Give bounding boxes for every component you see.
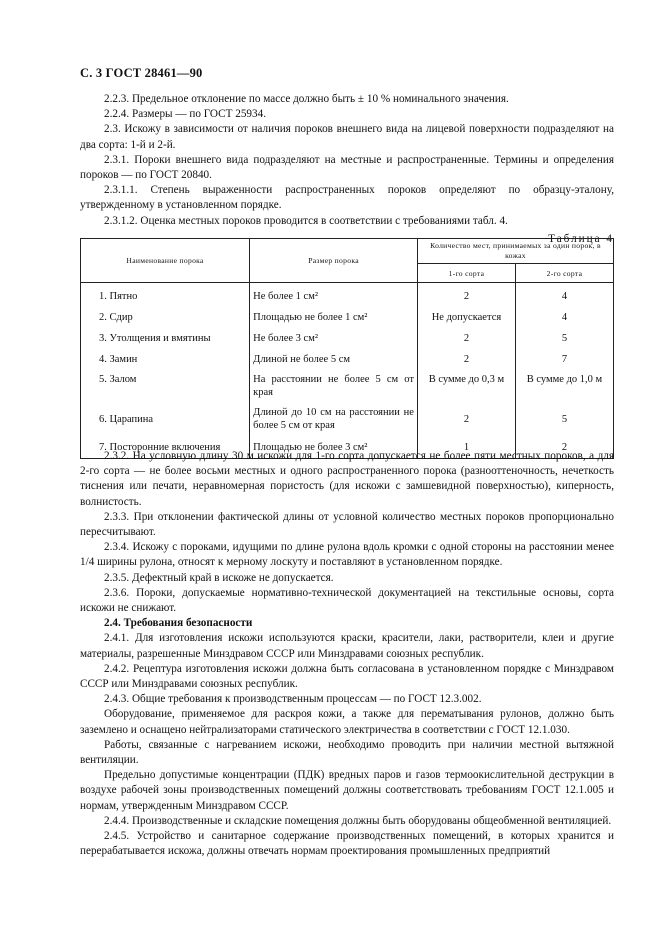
defect-size: На расстоянии не более 5 см от края (250, 368, 418, 401)
table-row (81, 401, 614, 434)
defect-size: Не более 3 см² (250, 326, 418, 347)
section-heading-2-4: 2.4. Требования безопасности (104, 617, 253, 630)
header-defect-name: Наименование порока (81, 239, 250, 283)
grade-2-count: 5 (515, 326, 613, 347)
paragraph-2-3-1: 2.3.1. Пороки внешнего вида подразделяют на местные и распространенные. Термины и определения пороков — по ГОСТ 20840. (80, 153, 614, 182)
paragraph-2-3-5: 2.3.5. Дефектный край в искоже не допускается. (104, 571, 334, 584)
paragraph-2-4-1: 2.4.1. Для изготовления искожи используются краски, красители, лаки, растворители, клеи и другие материалы, разрешенные Минздравом СССР или Минздравами союзных республик. (80, 632, 614, 660)
defect-name: 4. Замин (81, 347, 250, 368)
grade-2-count: 2 (515, 434, 613, 459)
table-row (81, 368, 614, 401)
paragraph-2-3-1-2: 2.3.1.2. Оценка местных пороков проводится в соответствии с требованиями табл. 4. (104, 214, 508, 227)
defect-name: 2. Сдир (81, 305, 250, 326)
defect-size: Не более 1 см² (250, 283, 418, 306)
header-grade-1: 1-го сорта (417, 264, 515, 283)
defect-size: Длиной до 10 см на расстоянии не более 5 см от края (250, 401, 418, 434)
table-row (81, 305, 614, 326)
defect-size: Длиной не более 5 см (250, 347, 418, 368)
bottom-section (80, 449, 614, 859)
header-defect-size: Размер порока (250, 239, 418, 283)
paragraph-equipment: Оборудование, применяемое для раскроя кожи, а также для перематывания рулонов, должно быть заземлено и оснащено нейтрализаторами статического электричества в соответствии с ГОСТ 12.1.030. (80, 708, 614, 736)
paragraph-2-2-4: 2.2.4. Размеры — по ГОСТ 25934. (104, 108, 266, 121)
grade-2-count: 4 (515, 283, 613, 306)
paragraph-2-4-3: 2.4.3. Общие требования к производственным процессам — по ГОСТ 12.3.002. (104, 693, 482, 706)
paragraph-pdk: Предельно допустимые концентрации (ПДК) вредных паров и газов термоокислительной деструкции в воздухе рабочей зоны производственных помещений должны соответствовать требованиям ГОСТ 12.1.005 и нормам, утвержденным Минздравом СССР. (80, 769, 614, 812)
table-row (81, 347, 614, 368)
paragraph-2-3-1-1: 2.3.1.1. Степень выраженности распространенных пороков определяют по образцу-эталону, утвержденному в установленном порядке. (80, 184, 614, 212)
grade-1-count: 2 (417, 401, 515, 434)
paragraph-2-3-2: 2.3.2. На условную длину 30 м искожи для 1-го сорта допускается не более пяти местных пороков, а для 2-го сорта — не более восьми местных и одного распространенного порока (разнооттеночность, нечеткость тиснения или печати, неравномерная пористость (для искожи с замшевидной поверхностью), киперность, волнистость. (80, 450, 614, 508)
grade-1-count: 2 (417, 326, 515, 347)
table-caption: Таблица 4 (548, 232, 614, 245)
paragraph-2-2-3: 2.2.3. Предельное отклонение по массе должно быть ± 10 % номинального значения. (104, 93, 509, 105)
grade-2-count: 5 (515, 401, 613, 434)
grade-1-count: 2 (417, 283, 515, 306)
table-row (81, 326, 614, 347)
paragraph-2-4-4: 2.4.4. Производственные и складские помещения должны быть оборудованы общеобменной вентиляцией. (104, 814, 612, 827)
paragraph-2-4-5: 2.4.5. Устройство и санитарное содержание производственных помещений, в которых хранится и перерабатывается искожа, должны отвечать нормам проектирования промышленных предприятий (80, 830, 614, 858)
defect-size: Площадью не более 1 см² (250, 305, 418, 326)
defect-name: 5. Залом (81, 368, 250, 401)
defect-size: Площадью не более 3 см² (250, 434, 418, 459)
defect-name: 1. Пятно (81, 283, 250, 306)
grade-2-count: В сумме до 1,0 м (515, 368, 613, 401)
paragraph-2-3-6: 2.3.6. Пороки, допускаемые нормативно-технической документацией на текстильные основы, сорта искожи не снижают. (80, 586, 614, 615)
top-section (80, 92, 614, 247)
paragraph-2-3: 2.3. Искожу в зависимости от наличия пороков внешнего вида на лицевой поверхности подразделяют на два сорта: 1-й и 2-й. (80, 123, 614, 151)
paragraph-2-3-4: 2.3.4. Искожу с пороками, идущими по длине рулона вдоль кромки с одной стороны на расстоянии менее 1/4 ширины рулона, относят к мерному лоскуту и поставляют в установленном порядке. (80, 541, 614, 569)
grade-2-count: 7 (515, 347, 613, 368)
paragraph-2-3-3: 2.3.3. При отклонении фактической длины от условной количество местных пороков пропорционально пересчитывают. (80, 510, 614, 539)
grade-1-count: В сумме до 0,3 м (417, 368, 515, 401)
grade-1-count: Не допускается (417, 305, 515, 326)
grade-1-count: 2 (417, 347, 515, 368)
header-quantity: Количество мест, принимаемых за один порок, в кожах (417, 239, 613, 264)
paragraph-heating: Работы, связанные с нагреванием искожи, необходимо проводить при наличии местной вытяжной вентиляции. (80, 738, 614, 767)
header-grade-2: 2-го сорта (515, 264, 613, 283)
table-row (81, 283, 614, 306)
grade-2-count: 4 (515, 305, 613, 326)
defect-name: 6. Царапина (81, 401, 250, 434)
defect-name: 3. Утолщения и вмятины (81, 326, 250, 347)
page-header: С. 3 ГОСТ 28461—90 (80, 66, 203, 80)
grade-1-count: 1 (417, 434, 515, 459)
defects-table (80, 238, 614, 459)
defect-name: 7. Посторонние включения (81, 434, 250, 459)
paragraph-2-4-2: 2.4.2. Рецептура изготовления искожи должна быть согласована в установленном порядке с Минздравом СССР или Минздравами союзных республик. (80, 662, 614, 691)
